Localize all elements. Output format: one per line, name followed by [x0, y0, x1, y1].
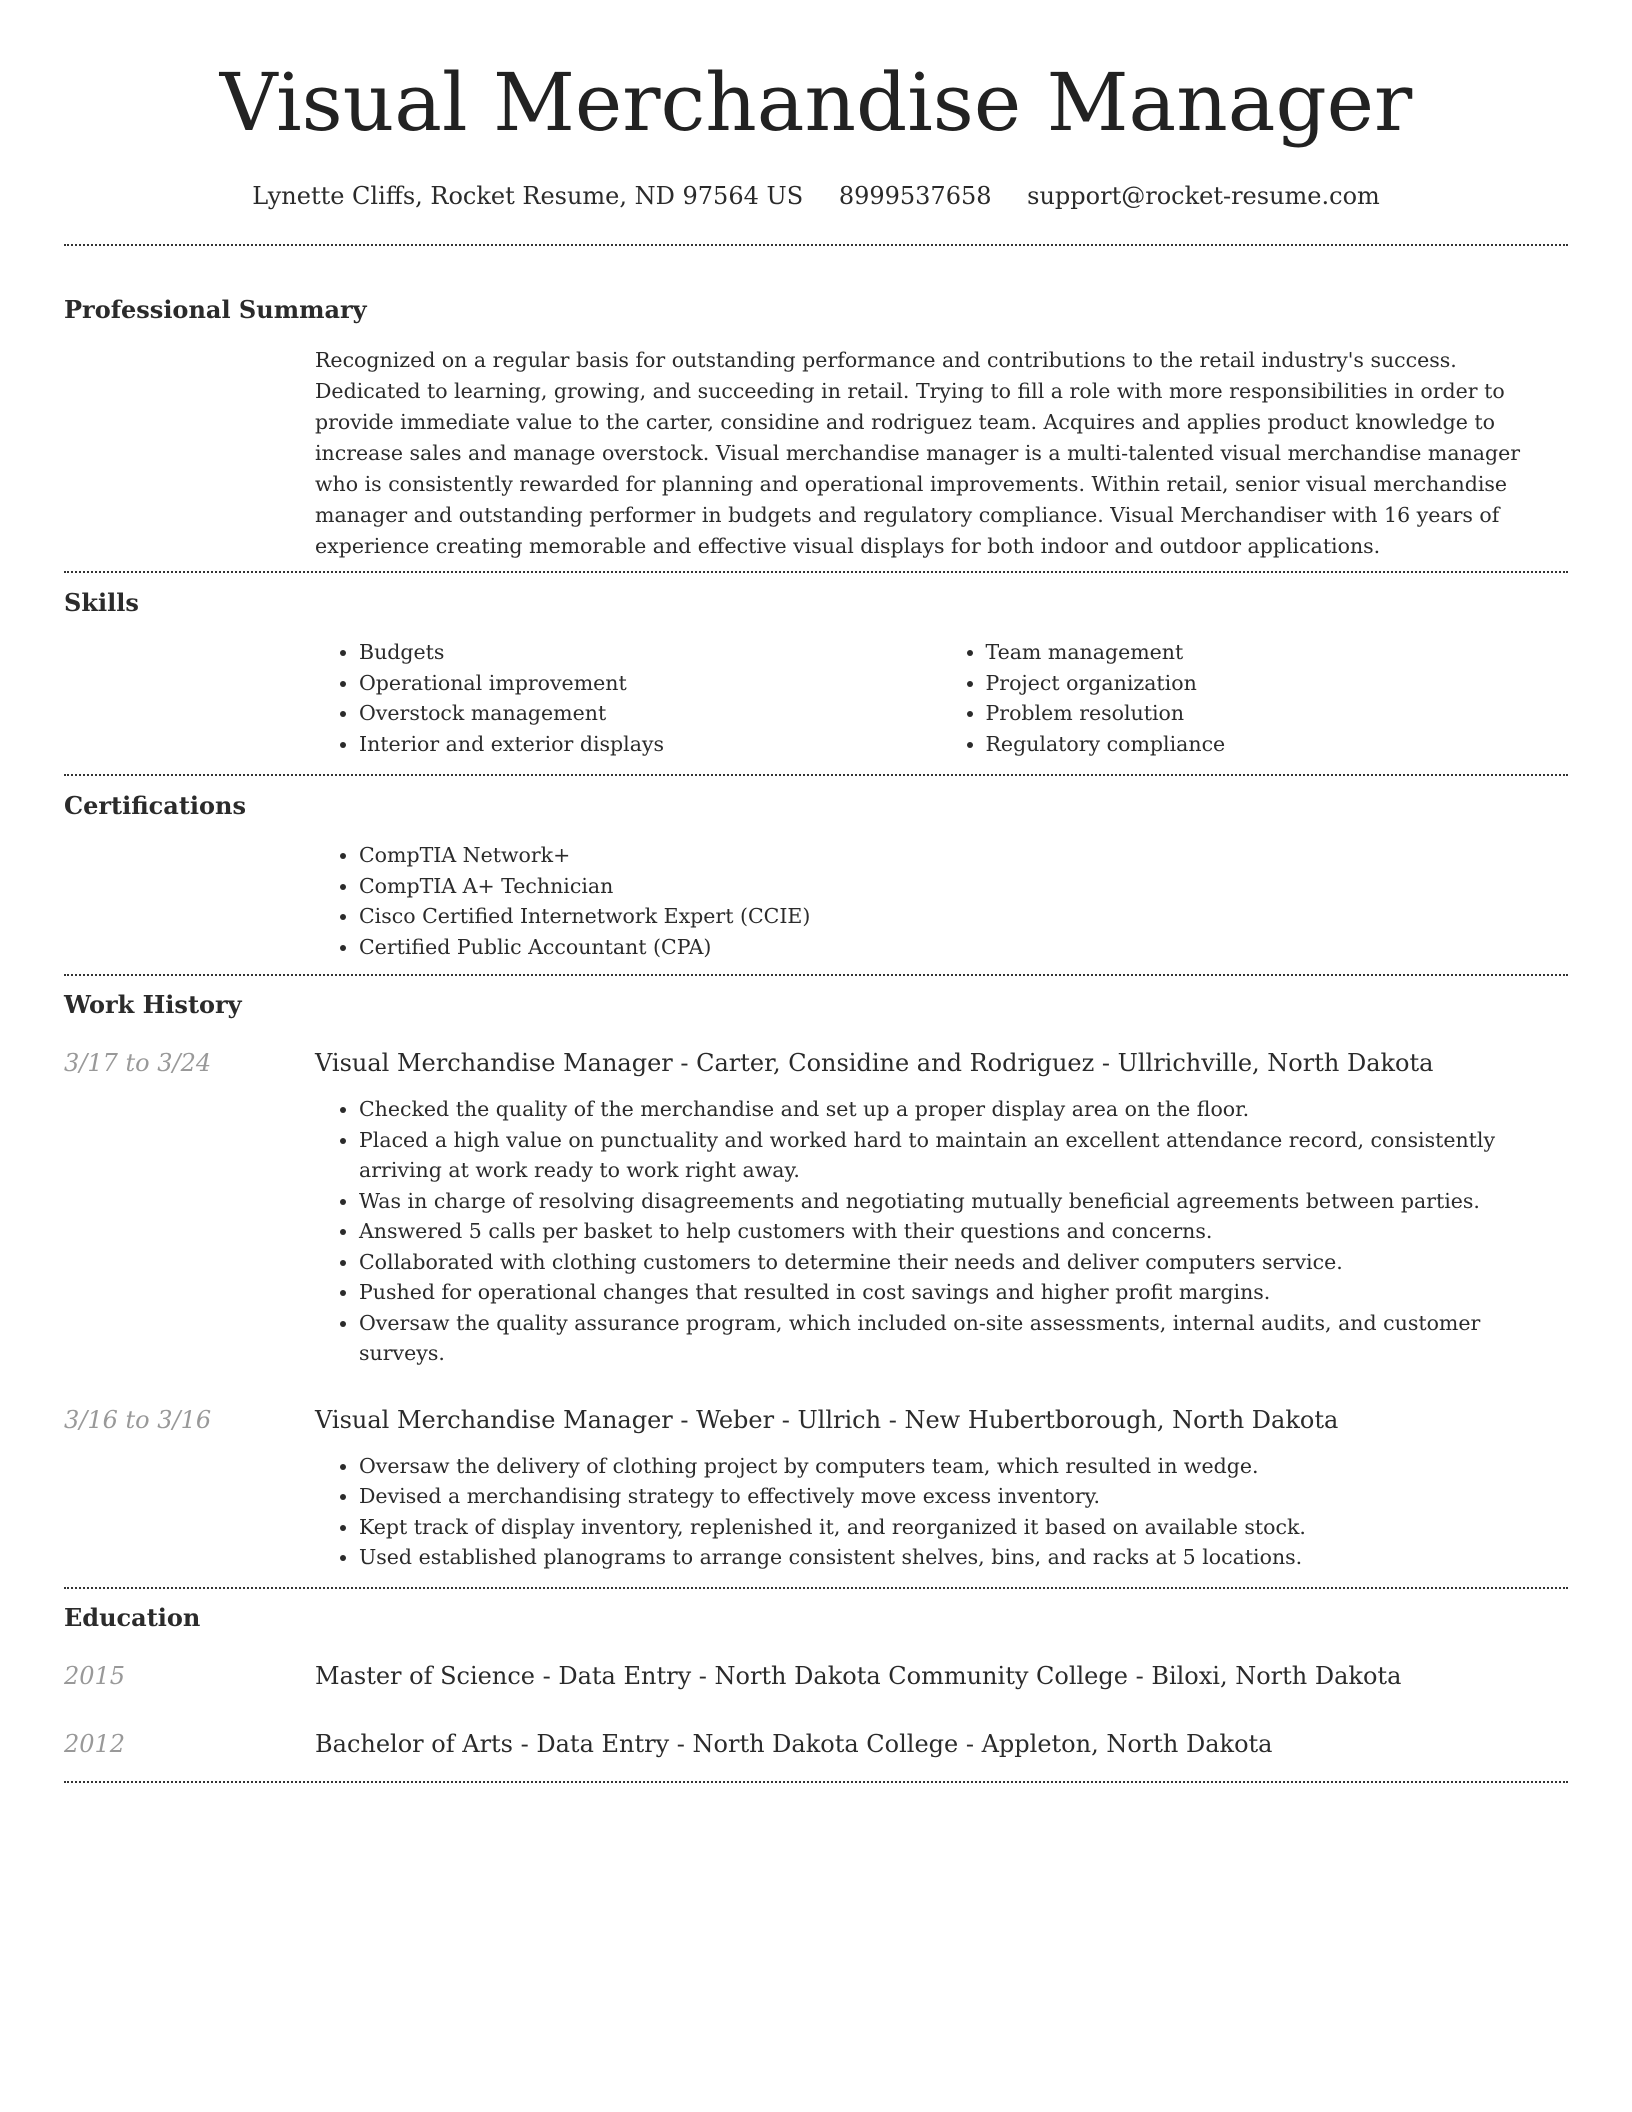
- section-title-summary: Professional Summary: [64, 295, 367, 324]
- job-bullets: [315, 1094, 1568, 1369]
- summary-text: Recognized on a regular basis for outstanding performance and contributions to the retail industry's success. Dedicated to learning, growing, and succeeding in retail. Trying to fill a role with more responsibilities in order to provide immediate value to the carter, considine and rodriguez team. Acquires and applies product knowledge to increase sales and manage overstock. Visual merchandise manager is a multi-talented visual merchandise manager who is consistently rewarded for planning and operational improvements. Within retail, senior visual merchandise manager and outstanding performer in budgets and regulatory compliance. Visual Merchandiser with 16 years of experience creating memorable and effective visual displays for both indoor and outdoor applications.: [315, 348, 1521, 558]
- education-section: [64, 1589, 1568, 1761]
- job-bullet: • Answered 5 calls per basket to help customers with their questions and concerns.: [359, 1216, 1568, 1247]
- skill-item: • Regulatory compliance: [986, 729, 1569, 760]
- job-bullet: • Placed a high value on punctuality and worked hard to maintain an excellent attendance record, consistently arriving at work ready to work right away.: [359, 1125, 1568, 1186]
- job-bullet: • Kept track of display inventory, replenished it, and reorganized it based on available stock.: [359, 1512, 1568, 1543]
- education-year: 2015: [64, 1661, 126, 1690]
- certification-item: • Cisco Certified Internetwork Expert (CCIE): [359, 901, 1568, 932]
- skill-item: • Team management: [986, 637, 1569, 668]
- skill-item: • Problem resolution: [986, 698, 1569, 729]
- job-entry: [64, 1403, 1568, 1573]
- skills-list-left: [315, 637, 942, 759]
- section-title-skills: Skills: [64, 588, 139, 617]
- certifications-list: [315, 840, 1568, 962]
- job-dates: 3/17 to 3/24: [64, 1049, 212, 1077]
- skill-item: • Budgets: [359, 637, 942, 668]
- education-entry: [64, 1659, 1568, 1693]
- job-dates: 3/16 to 3/16: [64, 1405, 212, 1434]
- certification-item: • CompTIA A+ Technician: [359, 871, 1568, 902]
- job-bullet: • Was in charge of resolving disagreements and negotiating mutually beneficial agreements between parties.: [359, 1186, 1568, 1217]
- skill-item: • Overstock management: [359, 698, 942, 729]
- job-heading: Visual Merchandise Manager - Carter, Considine and Rodriguez - Ullrichville, North Dakota: [315, 1049, 1434, 1077]
- section-title-certifications: Certifications: [64, 791, 247, 820]
- summary-section: [64, 246, 1568, 562]
- job-bullet: • Collaborated with clothing customers to determine their needs and deliver computers service.: [359, 1247, 1568, 1278]
- contact-phone: 8999537658: [838, 182, 992, 210]
- job-bullet: • Oversaw the quality assurance program, which included on-site assessments, internal audits, and customer surveys.: [359, 1308, 1568, 1369]
- job-bullets: [315, 1451, 1568, 1573]
- education-heading: Bachelor of Arts - Data Entry - North Dakota College - Appleton, North Dakota: [315, 1729, 1273, 1758]
- job-bullet: • Oversaw the delivery of clothing project by computers team, which resulted in wedge.: [359, 1451, 1568, 1482]
- contact-line: [64, 178, 1568, 214]
- resume-page: [64, 0, 1568, 1783]
- job-bullet: • Pushed for operational changes that resulted in cost savings and higher profit margins.: [359, 1277, 1568, 1308]
- resume-name: Visual Merchandise Manager: [219, 56, 1413, 149]
- education-heading: Master of Science - Data Entry - North Dakota Community College - Biloxi, North Dakota: [315, 1661, 1402, 1690]
- education-entry: [64, 1727, 1568, 1761]
- section-title-work: Work History: [64, 990, 242, 1019]
- certification-item: • Certified Public Accountant (CPA): [359, 932, 1568, 963]
- job-bullet: • Checked the quality of the merchandise and set up a proper display area on the floor.: [359, 1094, 1568, 1125]
- skill-item: • Operational improvement: [359, 668, 942, 699]
- certification-item: • CompTIA Network+: [359, 840, 1568, 871]
- skills-section: [64, 573, 1568, 759]
- divider: [64, 1781, 1568, 1783]
- contact-address: Lynette Cliffs, Rocket Resume, ND 97564 US: [252, 182, 804, 210]
- education-year: 2012: [64, 1729, 126, 1758]
- section-title-education: Education: [64, 1602, 201, 1632]
- skill-item: • Interior and exterior displays: [359, 729, 942, 760]
- certifications-section: [64, 776, 1568, 962]
- job-heading: Visual Merchandise Manager - Weber - Ullrich - New Hubertborough, North Dakota: [315, 1405, 1339, 1434]
- skill-item: • Project organization: [986, 668, 1569, 699]
- contact-email: support@rocket-resume.com: [1027, 182, 1380, 210]
- skills-list-right: [942, 637, 1569, 759]
- job-entry: [64, 1046, 1568, 1369]
- job-bullet: • Used established planograms to arrange consistent shelves, bins, and racks at 5 locations.: [359, 1542, 1568, 1573]
- work-section: [64, 976, 1568, 1573]
- job-bullet: • Devised a merchandising strategy to effectively move excess inventory.: [359, 1481, 1568, 1512]
